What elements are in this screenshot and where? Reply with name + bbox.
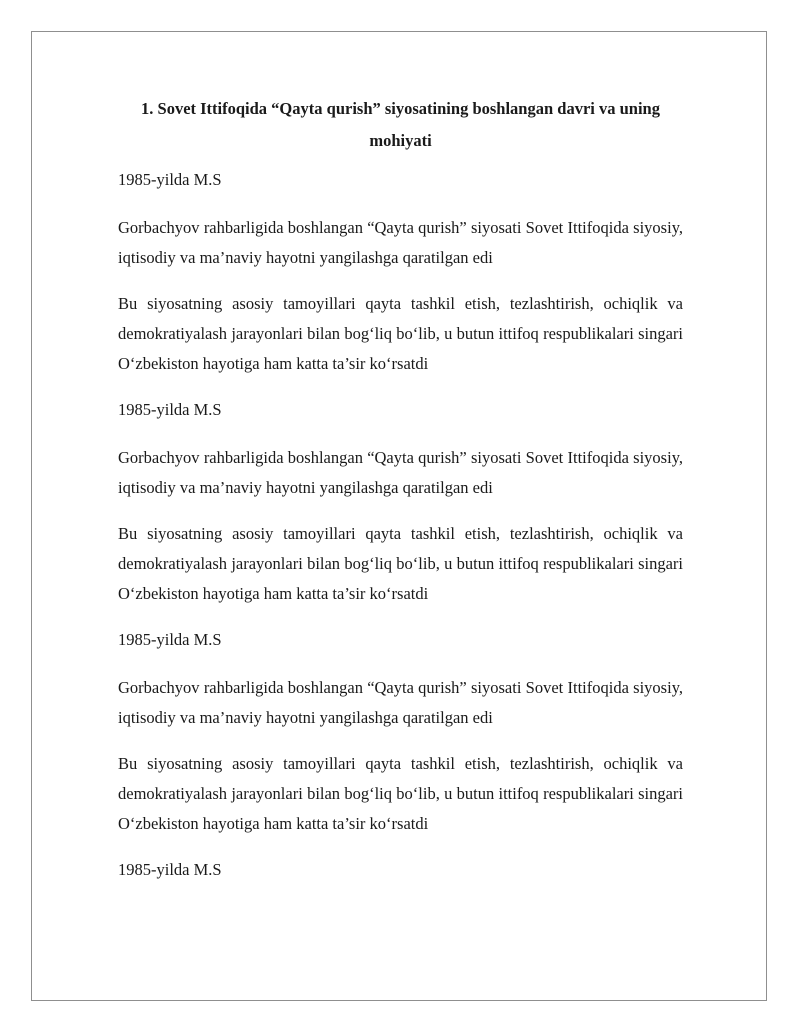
document-page <box>31 31 767 1001</box>
paragraph: Gorbachyov rahbarligida boshlangan “Qayta qurish” siyosati Sovet Ittifoqida siyosiy, iqtisodiy va ma’naviy hayotni yangilashga qaratilgan edi <box>118 448 683 497</box>
paragraph: Bu siyosatning asosiy tamoyillari qayta tashkil etish, tezlashtirish, ochiqlik va demokratiyalash jarayonlari bilan bog‘liq bo‘lib, u butun ittifoq respublikalari singari O‘zbekiston hayotiga ham katta ta’sir ko‘rsatdi <box>118 524 683 603</box>
paragraph: 1985-yilda M.S <box>118 860 222 879</box>
paragraph: 1985-yilda M.S <box>118 170 222 189</box>
paragraph: 1985-yilda M.S <box>118 400 222 419</box>
section-title: 1. Sovet Ittifoqida “Qayta qurish” siyosatining boshlangan davri va uning mohiyati <box>141 99 660 150</box>
paragraph: Gorbachyov rahbarligida boshlangan “Qayta qurish” siyosati Sovet Ittifoqida siyosiy, iqtisodiy va ma’naviy hayotni yangilashga qaratilgan edi <box>118 678 683 727</box>
paragraph: 1985-yilda M.S <box>118 630 222 649</box>
paragraph: Bu siyosatning asosiy tamoyillari qayta tashkil etish, tezlashtirish, ochiqlik va demokratiyalash jarayonlari bilan bog‘liq bo‘lib, u butun ittifoq respublikalari singari O‘zbekiston hayotiga ham katta ta’sir ko‘rsatdi <box>118 754 683 833</box>
paragraph: Gorbachyov rahbarligida boshlangan “Qayta qurish” siyosati Sovet Ittifoqida siyosiy, iqtisodiy va ma’naviy hayotni yangilashga qaratilgan edi <box>118 218 683 267</box>
paragraph: Bu siyosatning asosiy tamoyillari qayta tashkil etish, tezlashtirish, ochiqlik va demokratiyalash jarayonlari bilan bog‘liq bo‘lib, u butun ittifoq respublikalari singari O‘zbekiston hayotiga ham katta ta’sir ko‘rsatdi <box>118 294 683 373</box>
page-content <box>118 93 683 903</box>
